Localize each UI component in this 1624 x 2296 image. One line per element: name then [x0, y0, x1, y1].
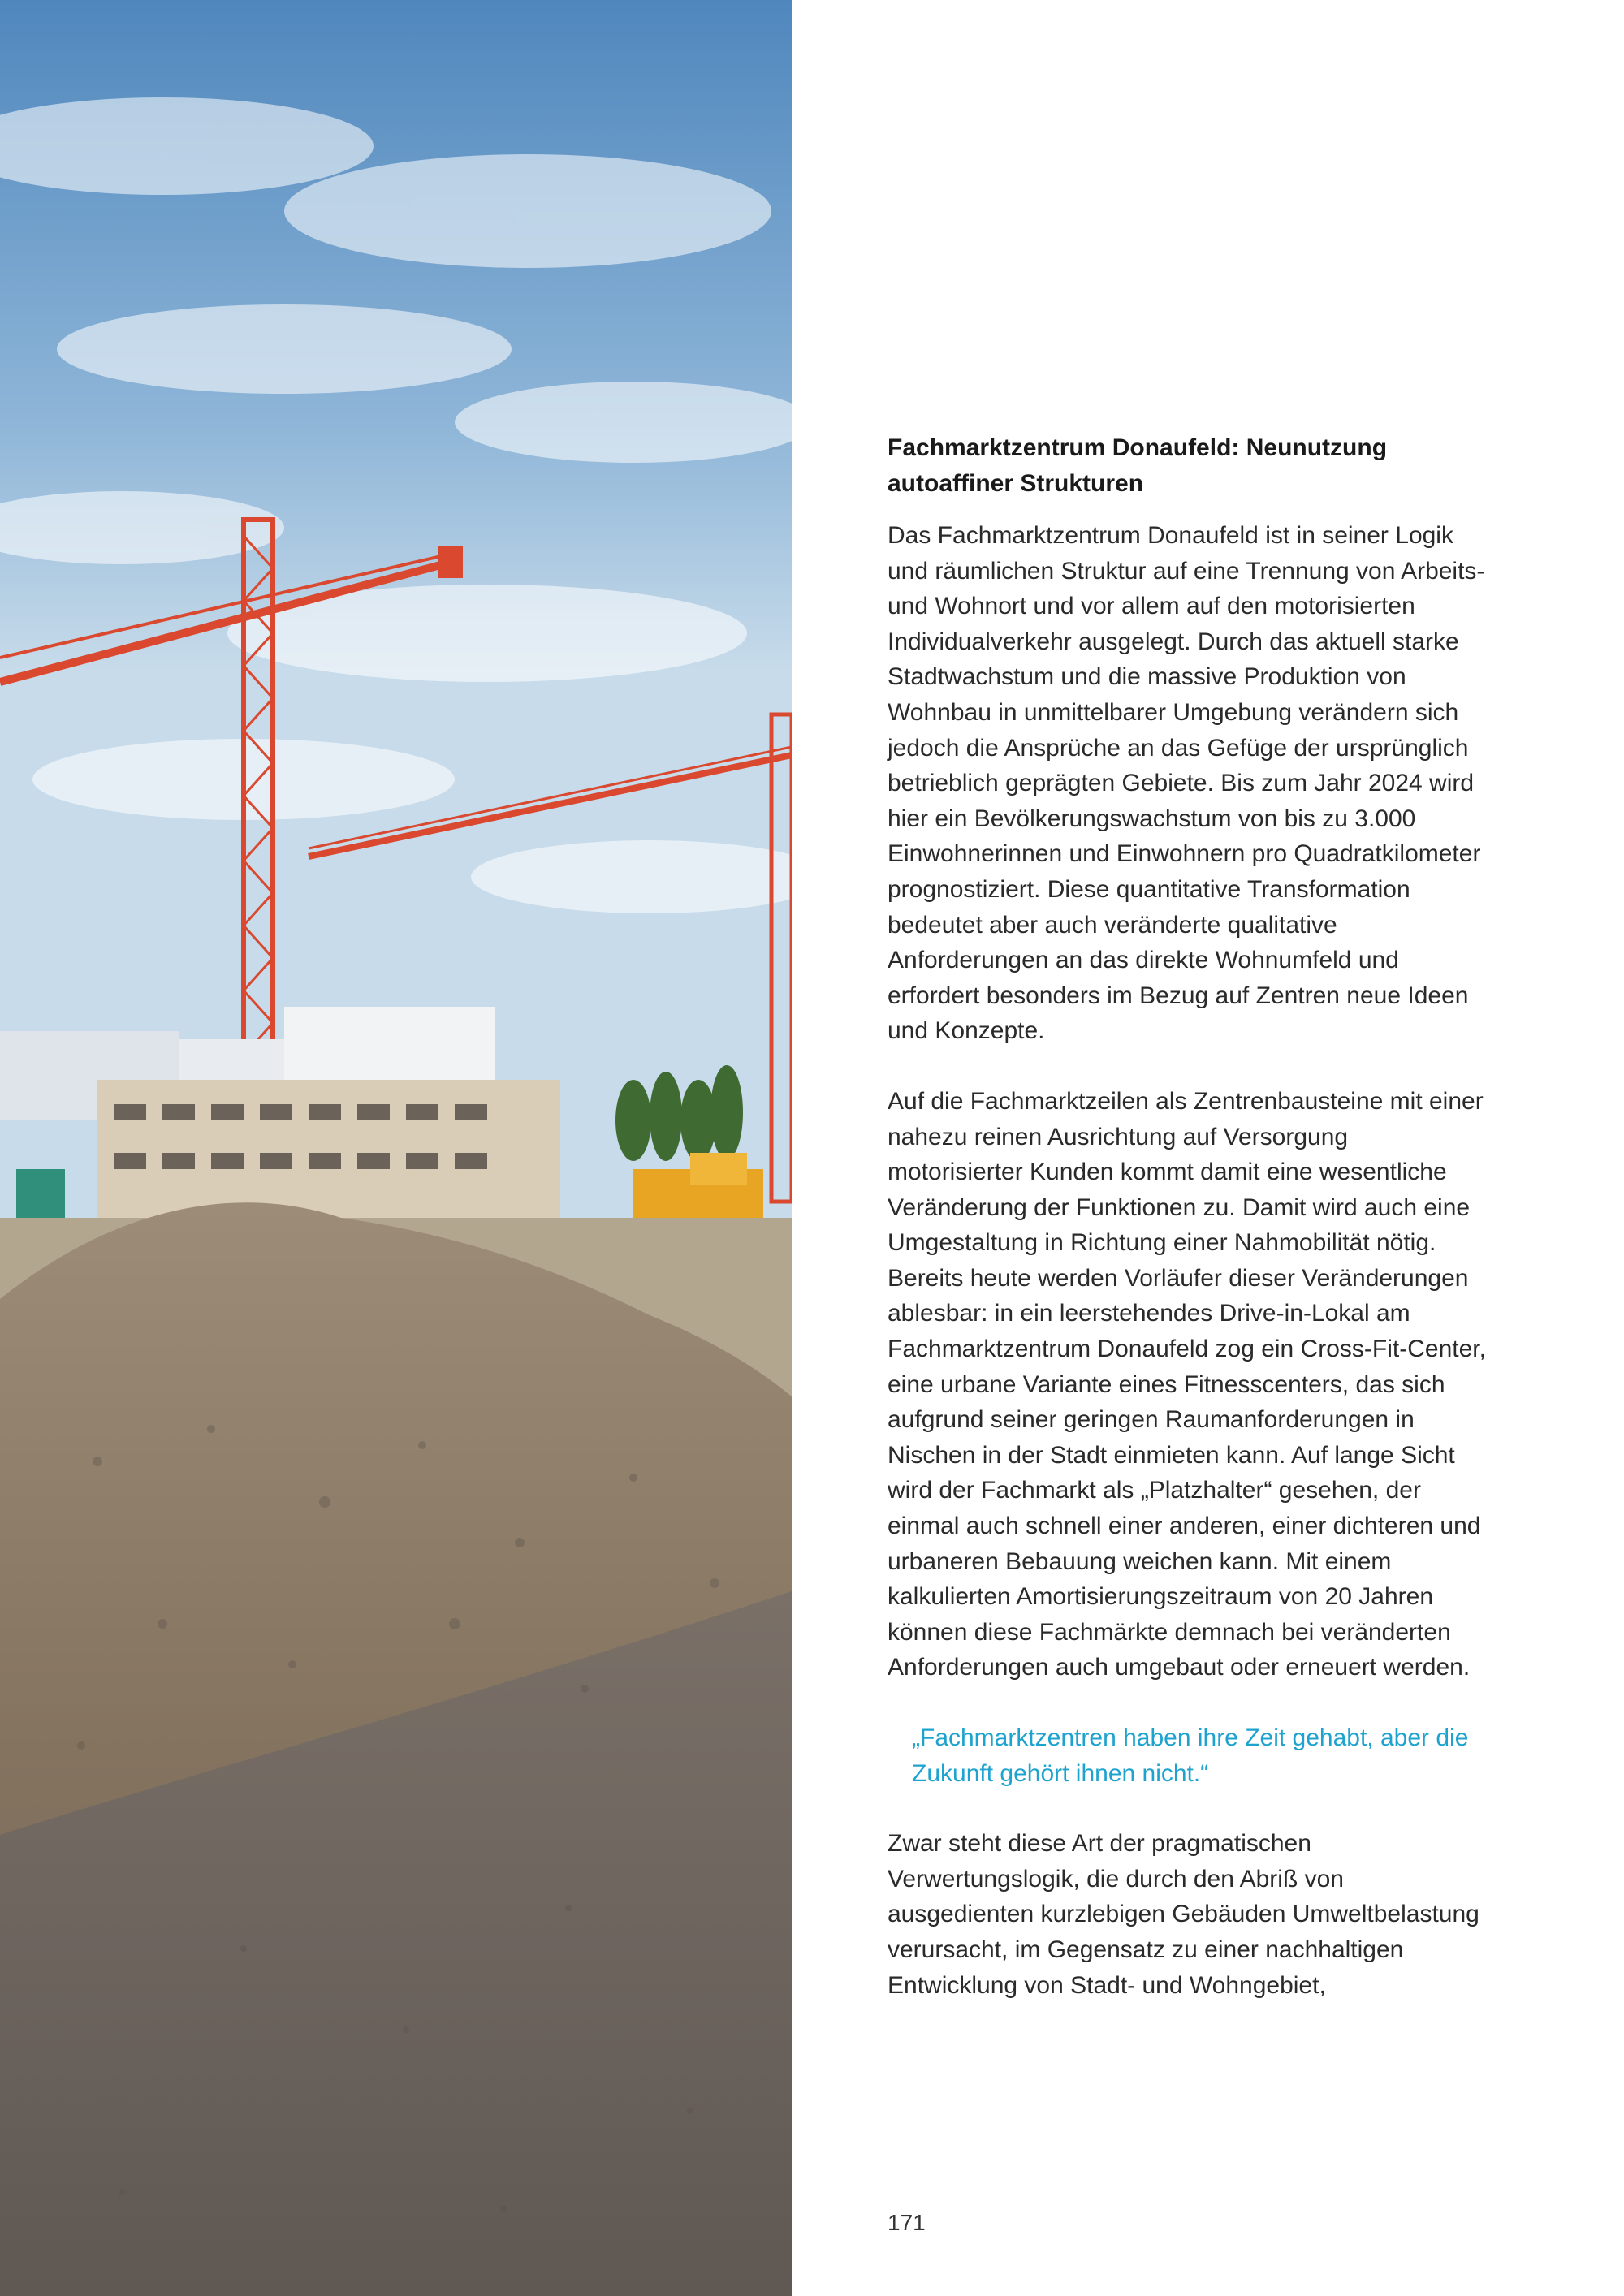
construction-site-photo [0, 0, 792, 2296]
heading-line-2: autoaffiner Strukturen [888, 470, 1144, 497]
paragraph-3: Zwar steht diese Art der pragmatischen Verwertungslogik, die durch den Abriß von ausgedienten kurzlebigen Gebäuden Umweltbelastung verursacht, im Gegensatz zu einer nachhaltigen Entwicklung von Stadt- und Wohngebiet, [888, 1830, 1479, 1999]
article-heading [888, 430, 1488, 502]
pull-quote: „Fachmarktzentren haben ihre Zeit gehabt, aber die Zukunft gehört ihnen nicht.“ [912, 1724, 1469, 1787]
article-column [888, 430, 1488, 2038]
paragraph-1: Das Fachmarktzentrum Donaufeld ist in seiner Logik und räumlichen Struktur auf eine Trennung von Arbeits- und Wohnort und vor allem auf den motorisierten Individualverkehr ausgelegt. Durch das aktuell starke Stadtwachstum und die massive Produktion von Wohnbau in unmittelbarer Umgebung verändern sich jedoch die Ansprüche an das Gefüge der ursprünglich betrieblich geprägten Gebiete. Bis zum Jahr 2024 wird hier ein Bevölkerungswachstum von bis zu 3.000 Einwohnerinnen und Einwohnern pro Quadratkilometer prognostiziert. Diese quantitative Transformation bedeutet aber auch veränderte qualitative Anforderungen an das direkte Wohnumfeld und erfordert besonders im Bezug auf Zentren neue Ideen und Konzepte. [888, 522, 1485, 1045]
page-number: 171 [888, 2210, 926, 2235]
heading-line-1: Fachmarktzentrum Donaufeld: Neunutzung [888, 434, 1388, 461]
photo-illustration [0, 0, 792, 2296]
paragraph-2: Auf die Fachmarktzeilen als Zentrenbausteine mit einer nahezu reinen Ausrichtung auf Versorgung motorisierter Kunden kommt damit eine wesentliche Veränderung der Funktionen zu. Damit wird auch eine Umgestaltung in Richtung einer Nahmobilität nötig. Bereits heute werden Vorläufer dieser Veränderungen ablesbar: in ein leerstehendes Drive-in-Lokal am Fachmarktzentrum Donaufeld zog ein Cross-Fit-Center, eine urbane Variante eines Fitnesscenters, das sich aufgrund seiner geringen Raumanforderungen in Nischen in der Stadt einmieten kann. Auf lange Sicht wird der Fachmarkt als „Platzhalter“ gesehen, der einmal auch schnell einer anderen, einer dichteren und urbaneren Bebauung weichen kann. Mit einem kalkulierten Amortisierungszeitraum von 20 Jahren können diese Fachmärkte demnach bei veränderten Anforderungen auch umgebaut oder erneuert werden. [888, 1087, 1486, 1681]
